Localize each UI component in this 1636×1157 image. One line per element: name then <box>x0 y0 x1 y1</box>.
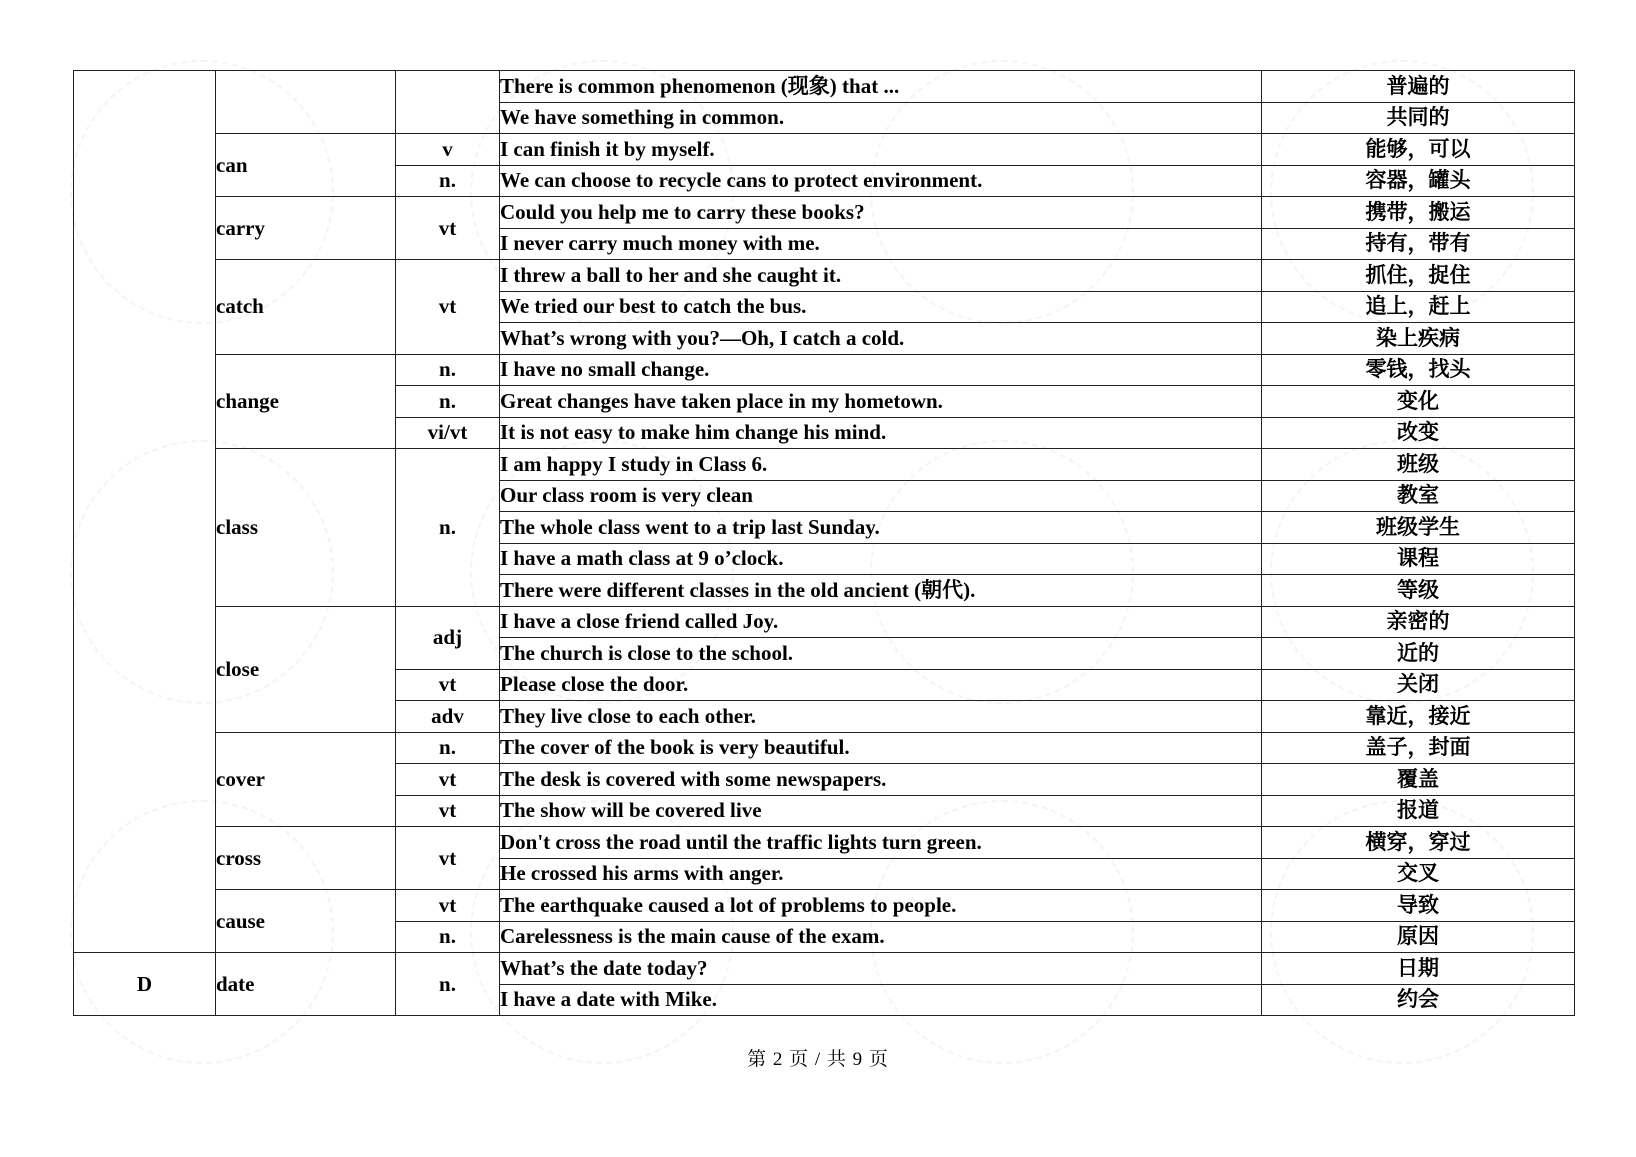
meaning-cell: 改变 <box>1262 417 1575 449</box>
meaning-cell: 变化 <box>1262 386 1575 418</box>
part-of-speech-cell <box>396 71 500 134</box>
example-sentence-cell: What’s the date today? <box>500 953 1262 985</box>
example-sentence-cell: Don't cross the road until the traffic lights turn green. <box>500 827 1262 859</box>
meaning-cell: 持有，带有 <box>1262 228 1575 260</box>
meaning-cell: 报道 <box>1262 795 1575 827</box>
word-cell: carry <box>216 197 396 260</box>
example-sentence-cell: Great changes have taken place in my hometown. <box>500 386 1262 418</box>
meaning-cell: 原因 <box>1262 921 1575 953</box>
word-cell: catch <box>216 260 396 355</box>
part-of-speech-cell: adv <box>396 701 500 733</box>
part-of-speech-cell: n. <box>396 732 500 764</box>
meaning-cell: 课程 <box>1262 543 1575 575</box>
meaning-cell: 能够，可以 <box>1262 134 1575 166</box>
table-row <box>74 449 1575 481</box>
example-sentence-cell: We can choose to recycle cans to protect environment. <box>500 165 1262 197</box>
table-row <box>74 827 1575 859</box>
table-row <box>74 953 1575 985</box>
meaning-cell: 约会 <box>1262 984 1575 1016</box>
example-sentence-cell: They live close to each other. <box>500 701 1262 733</box>
example-sentence-cell: The cover of the book is very beautiful. <box>500 732 1262 764</box>
part-of-speech-cell: n. <box>396 386 500 418</box>
table-row <box>74 606 1575 638</box>
table-row <box>74 732 1575 764</box>
meaning-cell: 覆盖 <box>1262 764 1575 796</box>
table-row <box>74 890 1575 922</box>
letter-cell <box>74 71 216 953</box>
part-of-speech-cell: vt <box>396 764 500 796</box>
part-of-speech-cell: vt <box>396 827 500 890</box>
example-sentence-cell: Could you help me to carry these books? <box>500 197 1262 229</box>
example-sentence-cell: I have a date with Mike. <box>500 984 1262 1016</box>
meaning-cell: 近的 <box>1262 638 1575 670</box>
example-sentence-cell: I can finish it by myself. <box>500 134 1262 166</box>
example-sentence-cell: There is common phenomenon (现象) that ... <box>500 71 1262 103</box>
example-sentence-cell: What’s wrong with you?—Oh, I catch a cold. <box>500 323 1262 355</box>
part-of-speech-cell: vt <box>396 260 500 355</box>
meaning-cell: 日期 <box>1262 953 1575 985</box>
meaning-cell: 抓住，捉住 <box>1262 260 1575 292</box>
letter-cell: D <box>74 953 216 1016</box>
part-of-speech-cell: n. <box>396 921 500 953</box>
word-cell: date <box>216 953 396 1016</box>
example-sentence-cell: The show will be covered live <box>500 795 1262 827</box>
part-of-speech-cell: vt <box>396 795 500 827</box>
part-of-speech-cell: adj <box>396 606 500 669</box>
part-of-speech-cell: n. <box>396 953 500 1016</box>
part-of-speech-cell: v <box>396 134 500 166</box>
part-of-speech-cell: vi/vt <box>396 417 500 449</box>
vocabulary-table <box>73 70 1575 1016</box>
meaning-cell: 关闭 <box>1262 669 1575 701</box>
example-sentence-cell: I am happy I study in Class 6. <box>500 449 1262 481</box>
meaning-cell: 携带，搬运 <box>1262 197 1575 229</box>
example-sentence-cell: I never carry much money with me. <box>500 228 1262 260</box>
example-sentence-cell: We tried our best to catch the bus. <box>500 291 1262 323</box>
example-sentence-cell: Please close the door. <box>500 669 1262 701</box>
example-sentence-cell: He crossed his arms with anger. <box>500 858 1262 890</box>
meaning-cell: 共同的 <box>1262 102 1575 134</box>
word-cell: can <box>216 134 396 197</box>
table-row <box>74 134 1575 166</box>
example-sentence-cell: It is not easy to make him change his mind. <box>500 417 1262 449</box>
part-of-speech-cell: vt <box>396 197 500 260</box>
example-sentence-cell: Carelessness is the main cause of the exam. <box>500 921 1262 953</box>
meaning-cell: 交叉 <box>1262 858 1575 890</box>
word-cell: cover <box>216 732 396 827</box>
meaning-cell: 普遍的 <box>1262 71 1575 103</box>
example-sentence-cell: There were different classes in the old ancient (朝代). <box>500 575 1262 607</box>
example-sentence-cell: The church is close to the school. <box>500 638 1262 670</box>
meaning-cell: 班级 <box>1262 449 1575 481</box>
meaning-cell: 追上，赶上 <box>1262 291 1575 323</box>
word-cell: cause <box>216 890 396 953</box>
table-row <box>74 260 1575 292</box>
meaning-cell: 班级学生 <box>1262 512 1575 544</box>
part-of-speech-cell: vt <box>396 890 500 922</box>
meaning-cell: 导致 <box>1262 890 1575 922</box>
meaning-cell: 零钱，找头 <box>1262 354 1575 386</box>
part-of-speech-cell: n. <box>396 165 500 197</box>
example-sentence-cell: I have no small change. <box>500 354 1262 386</box>
example-sentence-cell: I have a close friend called Joy. <box>500 606 1262 638</box>
word-cell: class <box>216 449 396 607</box>
example-sentence-cell: The earthquake caused a lot of problems to people. <box>500 890 1262 922</box>
word-cell <box>216 71 396 134</box>
meaning-cell: 靠近，接近 <box>1262 701 1575 733</box>
word-cell: cross <box>216 827 396 890</box>
vocabulary-table-body <box>74 71 1575 1016</box>
meaning-cell: 容器，罐头 <box>1262 165 1575 197</box>
part-of-speech-cell: n. <box>396 449 500 607</box>
example-sentence-cell: I have a math class at 9 o’clock. <box>500 543 1262 575</box>
example-sentence-cell: The whole class went to a trip last Sunday. <box>500 512 1262 544</box>
meaning-cell: 盖子，封面 <box>1262 732 1575 764</box>
meaning-cell: 横穿，穿过 <box>1262 827 1575 859</box>
table-row <box>74 354 1575 386</box>
word-cell: close <box>216 606 396 732</box>
table-row <box>74 197 1575 229</box>
table-row <box>74 71 1575 103</box>
meaning-cell: 亲密的 <box>1262 606 1575 638</box>
part-of-speech-cell: n. <box>396 354 500 386</box>
meaning-cell: 染上疾病 <box>1262 323 1575 355</box>
part-of-speech-cell: vt <box>396 669 500 701</box>
example-sentence-cell: I threw a ball to her and she caught it. <box>500 260 1262 292</box>
example-sentence-cell: The desk is covered with some newspapers. <box>500 764 1262 796</box>
example-sentence-cell: We have something in common. <box>500 102 1262 134</box>
page-number: 第 2 页 / 共 9 页 <box>747 1049 889 1070</box>
example-sentence-cell: Our class room is very clean <box>500 480 1262 512</box>
word-cell: change <box>216 354 396 449</box>
meaning-cell: 等级 <box>1262 575 1575 607</box>
meaning-cell: 教室 <box>1262 480 1575 512</box>
